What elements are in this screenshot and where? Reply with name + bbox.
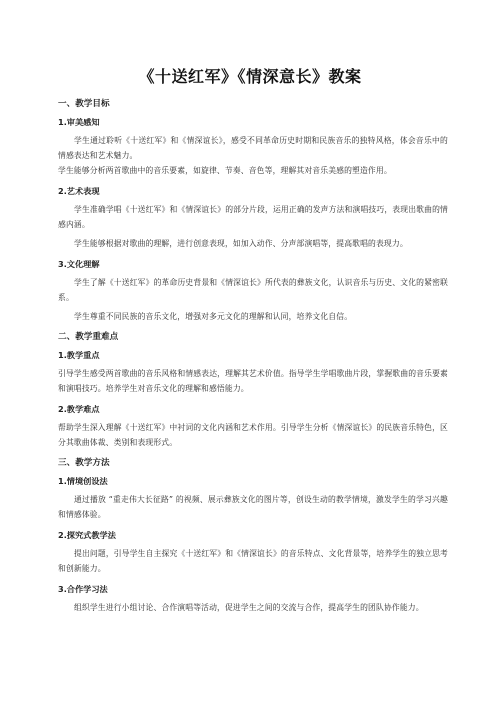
paragraph: 学生能够根据对歌曲的理解，进行创意表现，如加入动作、分声部演唱等，提高歌唱的表现力。	[74, 239, 408, 248]
subsection-heading: 2.探究式教学法	[58, 530, 116, 540]
subsection-heading: 2.教学难点	[58, 404, 100, 414]
section-heading: 二、教学重难点	[58, 332, 119, 342]
subsection-heading: 3.文化理解	[58, 259, 100, 269]
paragraph: 引导学生感受两首歌曲的音乐风格和情感表达，理解其艺术价值。指导学生学唱歌曲片段，掌握歌曲的音乐要素和演唱技巧。培养学生对音乐文化的理解和感悟能力。	[58, 369, 448, 393]
subsection-heading: 3.合作学习法	[58, 584, 108, 594]
section-heading: 三、教学方法	[58, 458, 110, 468]
subsection-heading: 1.情境创设法	[58, 476, 108, 486]
paragraph: 学生准确学唱《十送红军》和《情深谊长》的部分片段，运用正确的发声方法和演唱技巧，表现出歌曲的情感内涵。	[58, 205, 448, 229]
document-body	[58, 97, 448, 615]
paragraph: 提出问题，引导学生自主探究《十送红军》和《情深谊长》的音乐特点、文化背景等，培养学生的独立思考和创新能力。	[58, 549, 448, 573]
subsection-heading: 1.审美感知	[58, 117, 100, 127]
paragraph: 帮助学生深入理解《十送红军》中衬词的文化内涵和艺术作用。引导学生分析《情深谊长》的民族音乐特色，区分其歌曲体裁、类别和表现形式。	[58, 423, 448, 447]
paragraph: 学生了解《十送红军》的革命历史背景和《情深谊长》所代表的彝族文化，认识音乐与历史、文化的紧密联系。	[58, 278, 448, 302]
paragraph: 学生通过聆听《十送红军》和《情深谊长》，感受不同革命历史时期和民族音乐的独特风格，体会音乐中的情感表达和艺术魅力。	[58, 136, 448, 160]
paragraph: 学生能够分析两首歌曲中的音乐要素，如旋律、节奏、音色等，理解其对音乐美感的塑造作用。	[58, 166, 392, 175]
section-heading: 一、教学目标	[58, 99, 110, 109]
subsection-heading: 1.教学重点	[58, 350, 100, 360]
document-title: 《十送红军》《情深意长》教案	[138, 67, 362, 86]
paragraph: 组织学生进行小组讨论、合作演唱等活动，促进学生之间的交流与合作，提高学生的团队协作能力。	[74, 603, 424, 612]
paragraph: 学生尊重不同民族的音乐文化，增强对多元文化的理解和认同，培养文化自信。	[74, 312, 353, 321]
paragraph: 通过播放 “重走伟大长征路” 的视频、展示彝族文化的图片等，创设生动的教学情境，激发学生的学习兴趣和情感体验。	[58, 495, 448, 519]
subsection-heading: 2.艺术表现	[58, 186, 100, 196]
